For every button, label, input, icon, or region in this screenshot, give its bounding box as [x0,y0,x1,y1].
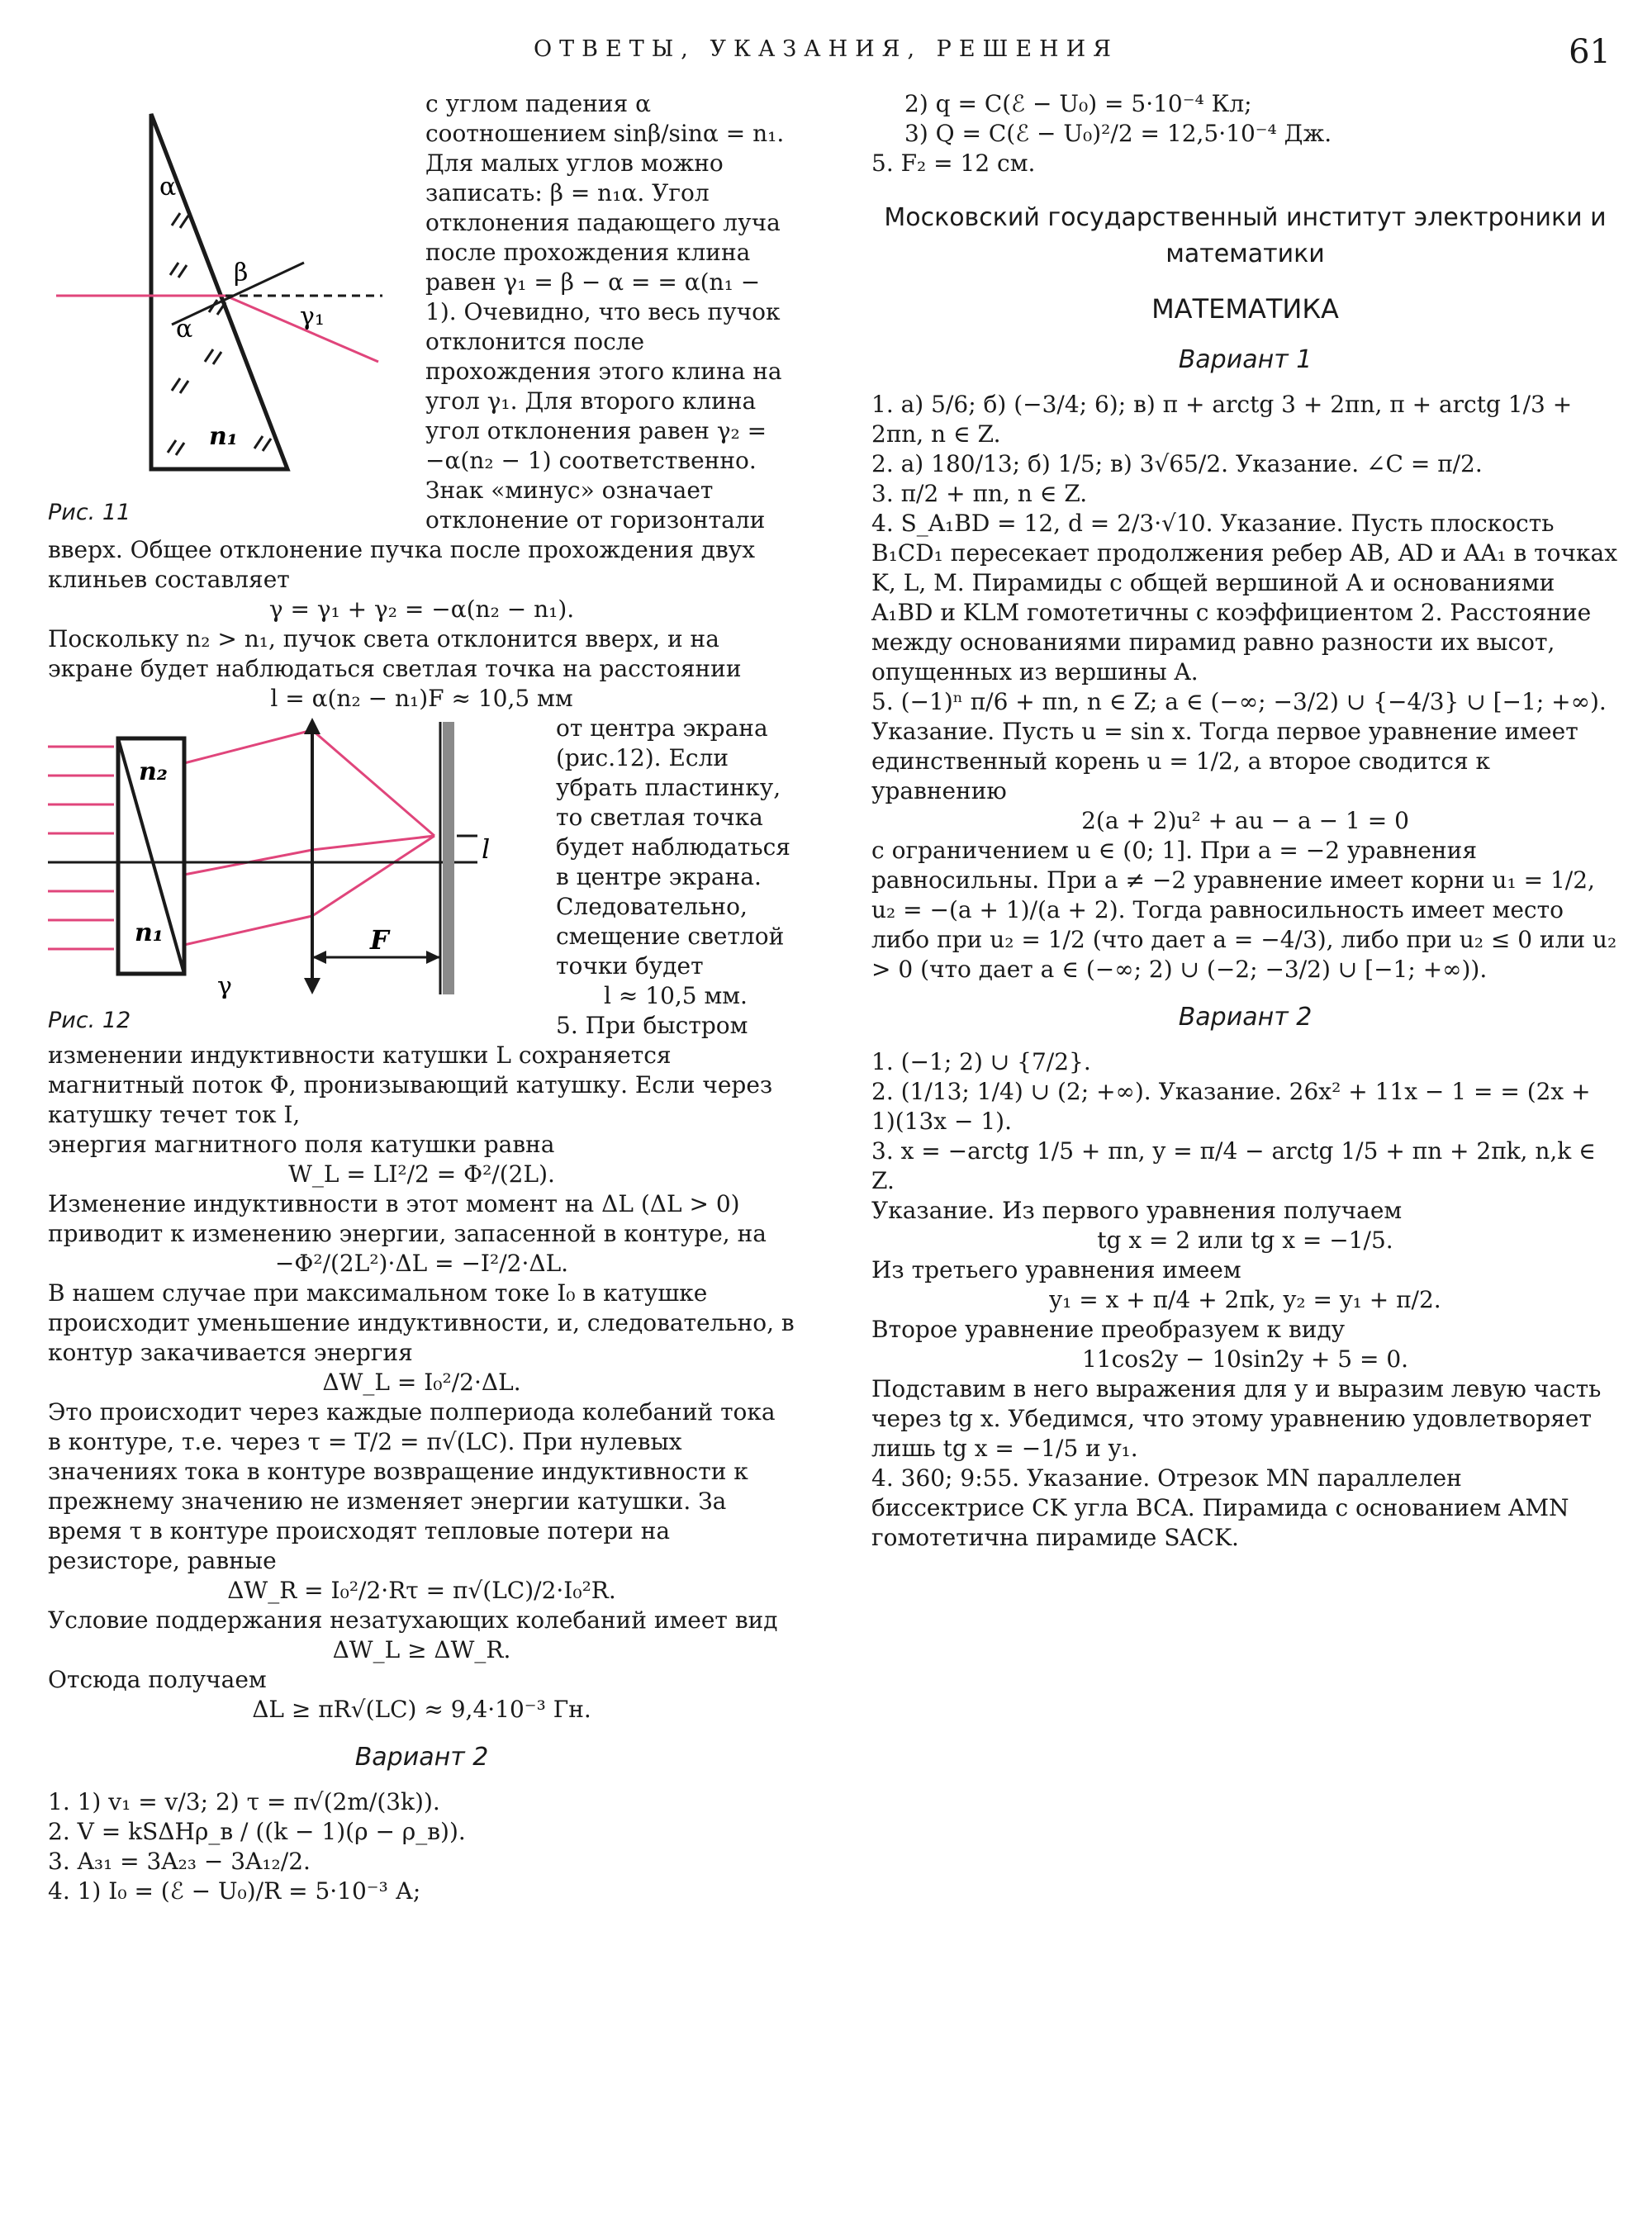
figure-12 [48,714,548,1033]
v2-answer-3-hint: Указание. Из первого уравнения получаем [871,1197,1403,1224]
label-n1: n₁ [209,422,238,451]
eq-energy-change: −Φ²/(2L²)·ΔL = −I²/2·ΔL. [274,1250,569,1277]
answer-1: 1. 1) v₁ = v/3; 2) τ = π√(2m/(3k)). [48,1788,440,1815]
institute-heading: Московский государственный институт электроники и математики [884,203,1607,268]
v2-answer-3-eq1: tg x = 2 или tg x = −1/5. [1097,1227,1393,1254]
answer-4: 4. 1) I₀ = (ℰ − U₀)/R = 5·10⁻³ А; [48,1877,421,1905]
para-problem-5: 5. При быстром изменении индуктивности катушки L сохраняется магнитный поток Φ, пронизывающий катушку. Если через катушку течет ток I, [48,1012,773,1128]
para-snell: с углом падения α соотношением sinβ/sinα = n₁. Для малых углов можно записать: β = n₁α. Угол отклонения падающего луча после прохождения клина равен γ₁ = β − α = = α(n₁ − 1). Очевидно, что весь пучок отклонится после прохождения этого клина на угол γ₁. Для второго клина угол отклонения равен γ₂ = −α(n₂ − 1) соответственно. Знак «минус» означает отклонение от горизонтали вверх. Общее отклонение пучка после прохождения двух клиньев составляет [48,90,785,593]
v1-answer-3: 3. π/2 + πn, n ∈ Z. [871,480,1088,507]
para-inductance-change: Изменение индуктивности в этот момент на ΔL (ΔL > 0) приводит к изменению энергии, запасенной в контуре, на [48,1190,767,1247]
page-number: 61 [1569,33,1611,71]
label-gamma1: γ₁ [300,302,325,331]
para-field-energy: энергия магнитного поля катушки равна [48,1131,555,1158]
figure-11 [48,89,415,527]
v1-answer-1: 1. а) 5/6; б) (−3/4; 6); в) π + arctg 3 + 2πn, π + arctg 1/3 + 2πn, n ∈ Z. [871,391,1573,448]
para-conclusion: от центра экрана (рис.12). Если убрать пластинку, то светлая точка будет наблюдаться в центре экрана. Следовательно, смещение светлой точки будет [556,714,790,980]
label-alpha-bottom: α [176,315,193,344]
figure-11-caption: Рис. 11 [48,500,131,525]
v2-answer-3: 3. x = −arctg 1/5 + πn, y = π/4 − arctg 1/5 + πn + 2πk, n,k ∈ Z. [871,1137,1596,1194]
para-max-current: В нашем случае при максимальном токе I₀ в катушке происходит уменьшение индуктивности, и, следовательно, в контур закачивается энергия [48,1279,795,1366]
label-gamma: γ [217,972,232,999]
v1-answer-5: 5. (−1)ⁿ π/6 + πn, n ∈ Z; a ∈ (−∞; −3/2) ∪ {−4/3} ∪ [−1; +∞). Указание. Пусть u = sin x. Тогда первое уравнение имеет единственный корень u = 1/2, а второе сводится к уравнению [871,688,1607,804]
label-F: F [370,924,389,956]
answer-4-part-3: 3) Q = C(ℰ − U₀)²/2 = 12,5·10⁻⁴ Дж. [904,120,1332,147]
para-condition: Условие поддержания незатухающих колебаний имеет вид [48,1606,778,1634]
lens-diagram [48,714,548,999]
variant-2-heading-left: Вариант 2 [354,1743,489,1772]
eq-condition: ΔW_L ≥ ΔW_R. [332,1636,511,1663]
para-hence: Отсюда получаем [48,1666,267,1693]
label-n1-fig12: n₁ [135,918,164,947]
label-l: l [482,833,491,865]
eq-gamma-total: γ = γ₁ + γ₂ = −α(n₂ − n₁). [268,596,575,623]
label-alpha-top: α [159,173,177,202]
v1-answer-2: 2. а) 180/13; б) 1/5; в) 3√65/2. Указание. ∠C = π/2. [871,450,1483,477]
eq-wl: W_L = LI²/2 = Φ²/(2L). [288,1160,555,1188]
eq-delta-wr: ΔW_R = I₀²/2·Rτ = π√(LC)/2·I₀²R. [227,1577,616,1604]
v2-answer-3-para3: Подставим в него выражения для y и выразим левую часть через tg x. Убедимся, что этому уравнению удовлетворяет лишь tg x = −1/5 и y₁. [871,1375,1602,1462]
v2-answer-3-para: Из третьего уравнения имеем [871,1256,1241,1284]
right-column [871,89,1619,1553]
v2-answer-3-para2: Второе уравнение преобразуем к виду [871,1316,1346,1343]
eq-delta-l: ΔL ≥ πR√(LC) ≈ 9,4·10⁻³ Гн. [252,1696,591,1723]
eq-spot-distance: l = α(n₂ − n₁)F ≈ 10,5 мм [270,685,573,712]
eq-spot-shift: l ≈ 10,5 мм. [604,982,748,1009]
v1-answer-4: 4. S_A₁BD = 12, d = 2/3·√10. Указание. Пусть плоскость B₁CD₁ пересекает продолжения ребер AB, AD и AA₁ в точках K, L, M. Пирамиды с общей вершиной A и основаниями A₁BD и KLM гомотетичны с коэффициентом 2. Расстояние между основаниями пирамид равно разности их высот, опущенных из вершины A. [871,510,1618,686]
answer-2: 2. V = kSΔHρ_в / ((k − 1)(ρ − ρ_в)). [48,1818,466,1845]
answer-4-part-2: 2) q = C(ℰ − U₀) = 5·10⁻⁴ Кл; [904,90,1252,117]
v2-answer-1: 1. (−1; 2) ∪ {7/2}. [871,1048,1091,1075]
subject-heading: МАТЕМАТИКА [1151,293,1339,325]
figure-12-caption: Рис. 12 [48,1008,131,1033]
v2-answer-4: 4. 360; 9:55. Указание. Отрезок MN параллелен биссектрисе CK угла BCA. Пирамида с основанием AMN гомотетична пирамиде SACK. [871,1464,1569,1551]
para-half-period: Это происходит через каждые полпериода колебаний тока в контуре, т.е. через τ = T/2 = π√(LC). При нулевых значениях тока в контуре возвращение индуктивности к прежнему значению не изменяет энергии катушки. За время τ в контуре происходят тепловые потери на резисторе, равные [48,1398,776,1574]
answer-3: 3. A₃₁ = 3A₂₃ − 3A₁₂/2. [48,1848,311,1875]
running-title: ОТВЕТЫ, УКАЗАНИЯ, РЕШЕНИЯ [534,36,1118,62]
para-deflection: Поскольку n₂ > n₁, пучок света отклонится вверх, и на экране будет наблюдаться светлая точка на расстоянии [48,625,742,682]
v1-answer-5-equation: 2(a + 2)u² + au − a − 1 = 0 [1081,807,1409,834]
variant-1-heading: Вариант 1 [1178,345,1313,374]
v2-answer-3-eq3: 11cos2y − 10sin2y + 5 = 0. [1081,1345,1409,1373]
variant-2-heading-right: Вариант 2 [1178,1003,1313,1032]
eq-delta-wl: ΔW_L = I₀²/2·ΔL. [322,1369,521,1396]
answer-5: 5. F₂ = 12 см. [871,149,1036,177]
left-column [48,89,795,1906]
label-beta: β [234,259,249,287]
wedge-diagram [48,89,415,502]
v1-answer-5-continued: с ограничением u ∈ (0; 1]. При a = −2 уравнения равносильны. При a ≠ −2 уравнение имеет корни u₁ = 1/2, u₂ = −(a + 1)/(a + 2). Тогда равносильность имеет место либо при u₂ = 1/2 (что дает a = −4/3), либо при u₂ ≤ 0 или u₂ > 0 (что дает a ∈ (−∞; 2) ∪ (−2; −3/2) ∪ [−1; +∞)). [871,837,1617,983]
label-n2: n₂ [139,757,168,786]
v2-answer-3-eq2: y₁ = x + π/4 + 2πk, y₂ = y₁ + π/2. [1049,1286,1441,1313]
v2-answer-2: 2. (1/13; 1/4) ∪ (2; +∞). Указание. 26x² + 11x − 1 = = (2x + 1)(13x − 1). [871,1078,1591,1135]
